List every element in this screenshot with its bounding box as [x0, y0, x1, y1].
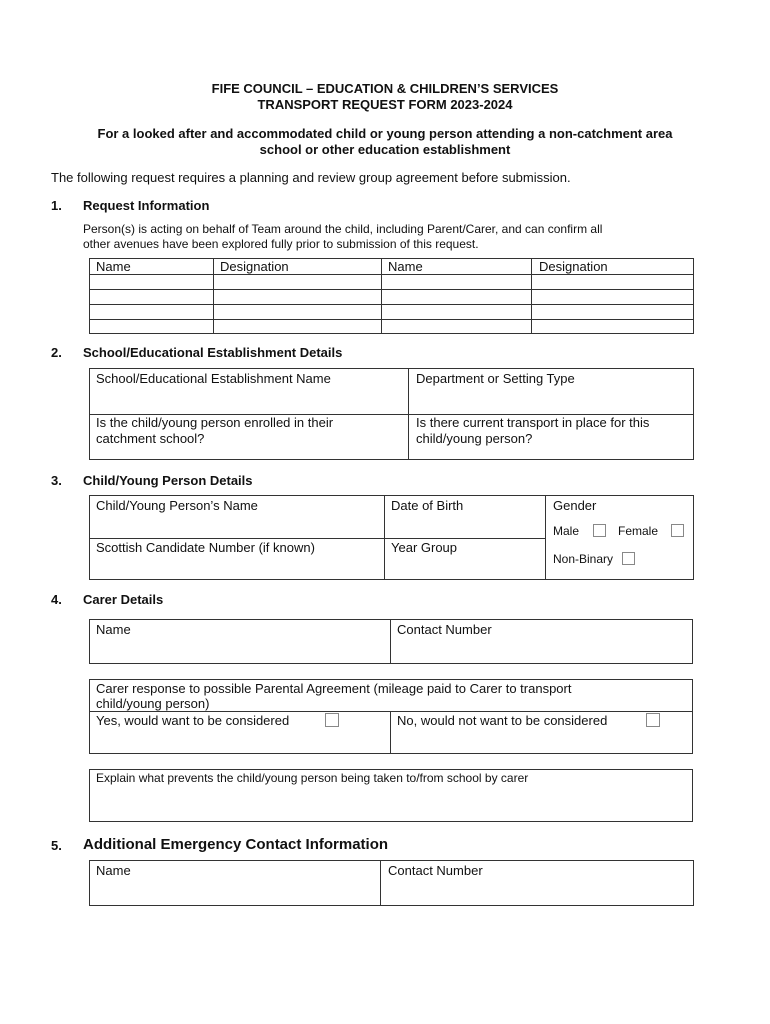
- agreement-no-label: No, would not want to be considered: [397, 713, 608, 728]
- request-persons-table: [89, 258, 694, 334]
- section-2-number: 2.: [51, 345, 62, 360]
- department-label: Department or Setting Type: [416, 371, 575, 386]
- carer-explanation-label: Explain what prevents the child/young person being taken to/from school by carer: [96, 771, 529, 785]
- dob-label: Date of Birth: [391, 498, 464, 513]
- year-group-label: Year Group: [391, 540, 458, 555]
- parental-agreement-table: [89, 679, 693, 754]
- carer-contact-label: Contact Number: [397, 622, 492, 637]
- column-header-designation-2: Designation: [539, 259, 608, 274]
- enrolled-question-line1: Is the child/young person enrolled in their: [96, 415, 334, 430]
- agreement-question-line2: child/young person): [96, 696, 210, 711]
- carer-name-label: Name: [96, 622, 131, 637]
- section-5-number: 5.: [51, 838, 62, 853]
- section-3-number: 3.: [51, 473, 62, 488]
- form-authority-title: FIFE COUNCIL – EDUCATION & CHILDREN’S SERVICES: [211, 81, 559, 96]
- emergency-contact-label: Contact Number: [388, 863, 483, 878]
- dob-field[interactable]: [385, 514, 545, 538]
- column-header-name-2: Name: [388, 259, 423, 274]
- section-1-desc-line1: Person(s) is acting on behalf of Team around the child, including Parent/Carer, and can confirm all: [83, 222, 603, 236]
- gender-male-label: Male: [553, 524, 580, 538]
- carer-name-field[interactable]: [90, 638, 390, 663]
- agreement-yes-checkbox[interactable]: [325, 713, 339, 727]
- emergency-contact-table: [89, 860, 694, 906]
- column-header-name-1: Name: [96, 259, 131, 274]
- section-5-title: Additional Emergency Contact Information: [83, 836, 389, 853]
- request-person-name-field[interactable]: [90, 275, 213, 289]
- gender-female-label: Female: [618, 524, 659, 538]
- child-details-table: [89, 495, 694, 580]
- form-subtitle-line2: school or other education establishment: [259, 142, 511, 157]
- enrolled-question-line2: catchment school?: [96, 431, 205, 446]
- carer-details-table: [89, 619, 693, 664]
- emergency-name-label: Name: [96, 863, 131, 878]
- department-field[interactable]: [409, 387, 693, 414]
- emergency-contact-field[interactable]: [381, 879, 693, 905]
- request-person-designation-field[interactable]: [214, 275, 381, 289]
- section-1-title: Request Information: [83, 198, 210, 213]
- section-2-title: School/Educational Establishment Details: [83, 345, 343, 360]
- agreement-no-checkbox[interactable]: [646, 713, 660, 727]
- year-group-field[interactable]: [385, 556, 545, 579]
- section-4-number: 4.: [51, 592, 62, 607]
- carer-explanation-field[interactable]: [90, 788, 692, 821]
- gender-non-binary-checkbox[interactable]: [622, 552, 635, 565]
- child-name-label: Child/Young Person’s Name: [96, 498, 258, 513]
- agreement-question-line1: Carer response to possible Parental Agreement (mileage paid to Carer to transport: [96, 681, 572, 696]
- transport-question-line1: Is there current transport in place for this: [416, 415, 650, 430]
- form-title: TRANSPORT REQUEST FORM 2023-2024: [257, 97, 513, 112]
- column-header-designation-1: Designation: [220, 259, 289, 274]
- school-details-table: [89, 368, 694, 460]
- establishment-name-label: School/Educational Establishment Name: [96, 371, 331, 386]
- establishment-name-field[interactable]: [90, 387, 408, 414]
- transport-question-line2: child/young person?: [416, 431, 533, 446]
- section-3-title: Child/Young Person Details: [83, 473, 253, 488]
- section-1-number: 1.: [51, 198, 62, 213]
- gender-female-checkbox[interactable]: [671, 524, 684, 537]
- carer-contact-field[interactable]: [391, 638, 692, 663]
- emergency-name-field[interactable]: [90, 879, 380, 905]
- form-subtitle-line1: For a looked after and accommodated child or young person attending a non-catchment area: [97, 126, 673, 141]
- gender-label: Gender: [553, 498, 597, 513]
- section-1-desc-line2: other avenues have been explored fully prior to submission of this request.: [83, 237, 479, 251]
- scn-label: Scottish Candidate Number (if known): [96, 540, 315, 555]
- child-name-field[interactable]: [90, 514, 384, 538]
- agreement-yes-label: Yes, would want to be considered: [96, 713, 290, 728]
- intro-text: The following request requires a planning and review group agreement before submission.: [51, 170, 571, 185]
- scn-field[interactable]: [90, 556, 384, 579]
- gender-male-checkbox[interactable]: [593, 524, 606, 537]
- gender-non-binary-label: Non-Binary: [553, 552, 614, 566]
- carer-explanation-box: [89, 769, 693, 822]
- section-4-title: Carer Details: [83, 592, 164, 607]
